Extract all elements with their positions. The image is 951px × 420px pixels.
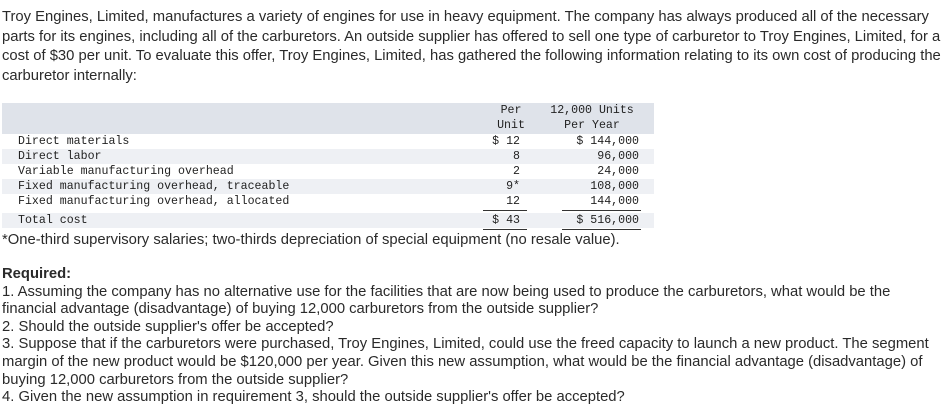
row-per-unit: $ 12 — [492, 135, 520, 148]
total-row — [2, 213, 654, 228]
row-per-unit: 8 — [513, 150, 520, 163]
row-per-year: 144,000 — [590, 195, 639, 208]
total-per-year: $ 516,000 — [576, 214, 639, 227]
table-row — [2, 164, 654, 179]
row-per-year: 108,000 — [590, 180, 639, 193]
table-footnote: *One-third supervisory salaries; two-thirds depreciation of special equipment (no resale value). — [2, 232, 620, 248]
row-label: Fixed manufacturing overhead, traceable — [18, 180, 290, 193]
required-section — [2, 266, 947, 407]
required-heading: Required: — [2, 266, 72, 282]
row-per-unit: 2 — [513, 165, 520, 178]
table-row — [2, 134, 654, 149]
requirement-item: 2. Should the outside supplier's offer be accepted? — [2, 318, 334, 335]
row-per-year: 24,000 — [597, 165, 639, 178]
row-per-year: 96,000 — [597, 150, 639, 163]
row-label: Direct materials — [18, 135, 130, 148]
row-label: Direct labor — [18, 150, 102, 163]
total-rule-per-unit — [483, 229, 527, 230]
row-label: Fixed manufacturing overhead, allocated — [18, 195, 290, 208]
total-label: Total cost — [18, 214, 88, 227]
row-per-unit: 9* — [506, 180, 520, 193]
row-label: Variable manufacturing overhead — [18, 165, 234, 178]
cost-table — [2, 103, 654, 229]
total-rule-per-year — [562, 229, 641, 230]
per-year-header-line2: Per Year — [564, 119, 620, 132]
row-per-year: $ 144,000 — [576, 135, 639, 148]
table-row — [2, 179, 654, 194]
row-per-unit: 12 — [506, 195, 520, 208]
table-row — [2, 149, 654, 164]
requirement-item: 3. Suppose that if the carburetors were purchased, Troy Engines, Limited, could use the freed capacity to launch a new product. The segment margin of the new product would be $120,000 per year. Given this new assumption, what would be the financial advantage (disadvantage) of buying 12,000 carburetors from the outside supplier? — [2, 336, 929, 388]
requirement-item: 4. Given the new assumption in requirement 3, should the outside supplier's offer be accepted? — [2, 389, 625, 406]
total-per-unit: $ 43 — [492, 214, 520, 227]
problem-intro: Troy Engines, Limited, manufactures a variety of engines for use in heavy equipment. The company has always produced all of the necessary parts for its engines, including all of the carburetors. An outside supplier has offered to sell one type of carburetor to Troy Engines, Limited, for a cost of $30 per unit. To evaluate this offer, Troy Engines, Limited, has gathered the following information relating to its own cost of producing the carburetor internally: — [2, 9, 941, 84]
table-row — [2, 194, 654, 209]
subtotal-rule-per-year — [562, 210, 641, 211]
requirement-item: 1. Assuming the company has no alternative use for the facilities that are now being used to produce the carburetors, what would be the financial advantage (disadvantage) of buying 12,000 carburetors from the outside supplier? — [2, 283, 891, 318]
per-unit-header-line1: Per — [500, 104, 522, 117]
per-unit-header-line2: Unit — [497, 119, 525, 132]
subtotal-rule-per-unit — [483, 210, 527, 211]
per-year-header-line1: 12,000 Units — [550, 104, 634, 117]
